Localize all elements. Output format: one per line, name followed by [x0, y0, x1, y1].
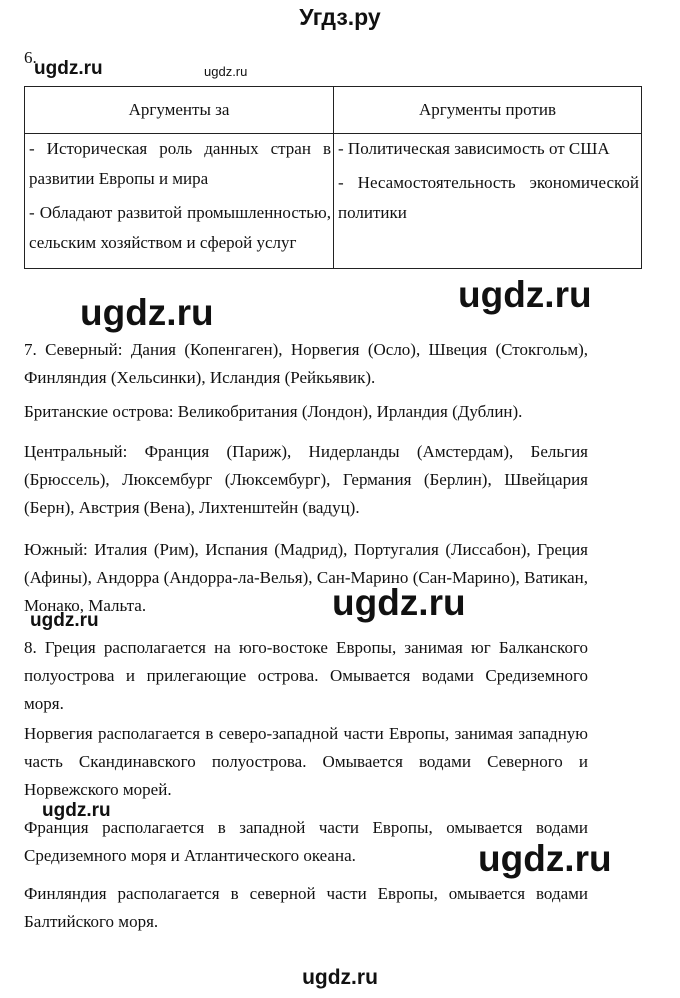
watermark: ugdz.ru: [332, 582, 466, 623]
task-7-south: [24, 536, 588, 620]
task-7-central: [24, 438, 588, 522]
paragraph: 8. Греция располагается на юго-востоке Европы, занимая юг Балканского полуострова и прилегающие острова. Омывается водами Средиземного моря.: [24, 638, 588, 713]
paragraph: Норвегия располагается в северо-западной части Европы, занимая западную часть Скандинавского полуострова. Омывается водами Северного и Норвежского морей.: [24, 724, 588, 799]
task-8-greece: [24, 634, 588, 718]
watermark: ugdz.ru: [80, 292, 214, 333]
task-6-number: 6.: [24, 48, 37, 67]
for-argument: - Историческая роль данных стран в развитии Европы и мира: [29, 139, 331, 188]
watermark: ugdz.ru: [478, 838, 612, 879]
task-8-norway: [24, 720, 588, 804]
paragraph: Британские острова: Великобритания (Лондон), Ирландия (Дублин).: [24, 402, 523, 421]
watermark: ugdz.ru: [34, 58, 103, 79]
table-header-row: [25, 87, 642, 134]
paragraph: Южный: Италия (Рим), Испания (Мадрид), Португалия (Лиссабон), Греция (Афины), Андорра (Андорра-ла-Велья), Сан-Марино (Сан-Марино), Ватикан, Монако, Мальта.: [24, 540, 588, 615]
table-row: [25, 134, 642, 269]
header-against: Аргументы против: [334, 87, 642, 134]
task-7-british: [24, 398, 588, 426]
for-argument: - Обладают развитой промышленностью, сельским хозяйством и сферой услуг: [29, 203, 331, 252]
against-cell: [334, 134, 642, 269]
arguments-table: [24, 86, 642, 269]
header-for: Аргументы за: [25, 87, 334, 134]
watermark: ugdz.ru: [458, 274, 592, 315]
watermark: ugdz.ru: [30, 610, 99, 631]
against-argument: - Несамостоятельность экономической политики: [338, 173, 639, 222]
paragraph: 7. Северный: Дания (Копенгаген), Норвегия (Осло), Швеция (Стокгольм), Финляндия (Хельсинки), Исландия (Рейкьявик).: [24, 340, 588, 387]
watermark: ugdz.ru: [204, 64, 248, 79]
site-title: Угдз.ру: [299, 4, 381, 30]
paragraph: Финляндия располагается в северной части Европы, омывается водами Балтийского моря.: [24, 884, 588, 931]
watermark: ugdz.ru: [42, 800, 111, 821]
task-7-north: [24, 336, 588, 392]
for-cell: [25, 134, 334, 269]
paragraph: Франция располагается в западной части Европы, омывается водами Средиземного моря и Атлантического океана.: [24, 818, 588, 865]
against-argument: - Политическая зависимость от США: [338, 139, 610, 158]
footer-watermark: ugdz.ru: [302, 966, 378, 989]
paragraph: Центральный: Франция (Париж), Нидерланды (Амстердам), Бельгия (Брюссель), Люксембург (Люксембург), Германия (Берлин), Швейцария (Берн), Австрия (Вена), Лихтенштейн (вадуц).: [24, 442, 588, 517]
task-8-finland: [24, 880, 588, 936]
